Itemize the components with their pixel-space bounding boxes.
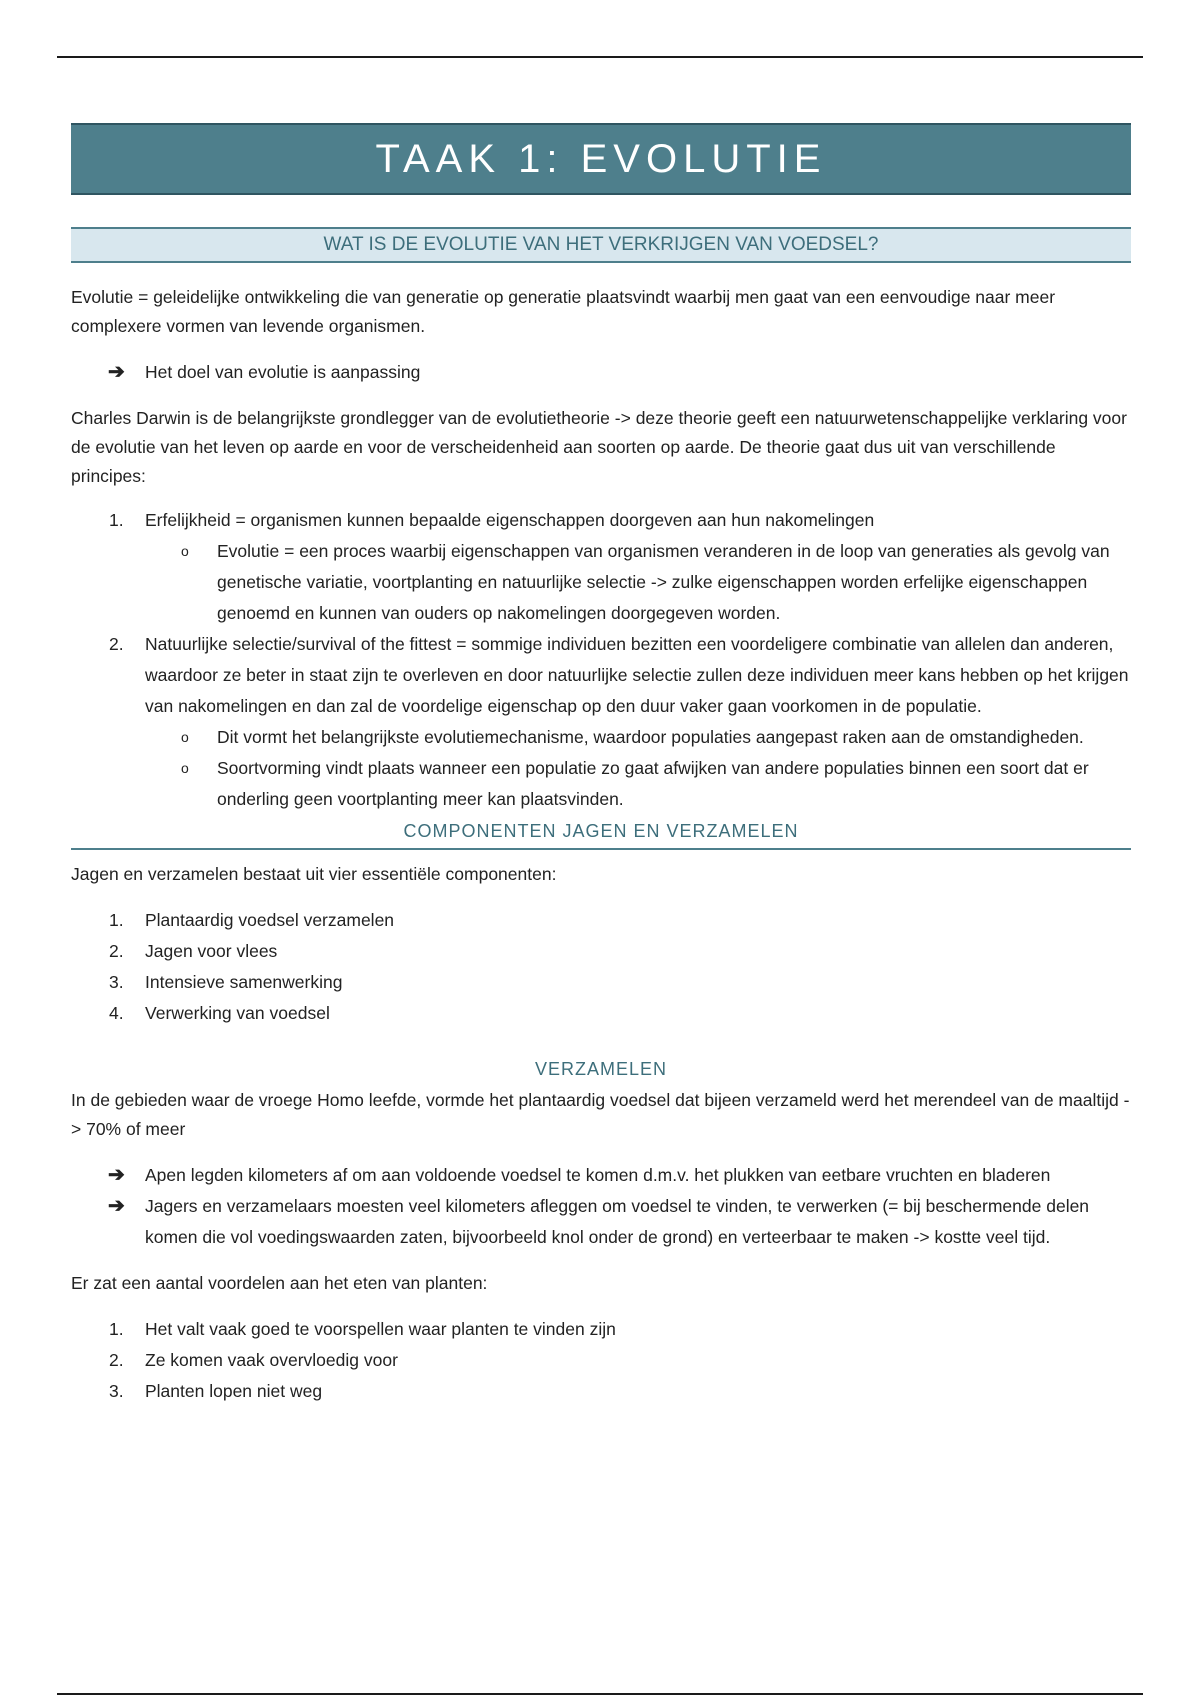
list-item-text: Jagen voor vlees (145, 941, 278, 961)
list-item (71, 629, 1131, 815)
arrow-item (71, 1191, 1131, 1253)
arrow-item-text: Het doel van evolutie is aanpassing (145, 362, 421, 382)
arrow-item-text: Apen legden kilometers af om aan voldoende voedsel te komen d.m.v. het plukken van eetbare vruchten en bladeren (145, 1165, 1051, 1185)
list-number: 2. (109, 634, 124, 654)
list-item (71, 1314, 1131, 1345)
list-number: 1. (109, 1319, 124, 1339)
list-number: 3. (109, 972, 124, 992)
arrow-right-icon: ➔ (108, 1164, 125, 1186)
components-list (71, 905, 1131, 1029)
list-number: 4. (109, 1003, 124, 1023)
list-item-text: Ze komen vaak overvloedig voor (145, 1350, 398, 1370)
list-item-text: Natuurlijke selectie/survival of the fittest = sommige individuen bezitten een voordeligere combinatie van allelen dan anderen, waardoor ze beter in staat zijn te overleven en door natuurlijke selectie zullen deze individuen meer kans hebben op het krijgen van nakomelingen en dan zal de voordelige eigenschap op den duur vaker gaan voorkomen in de populatie. (145, 634, 1129, 716)
top-rule (57, 56, 1143, 58)
page-title: TAAK 1: EVOLUTIE (71, 123, 1131, 195)
arrow-list (71, 357, 1131, 388)
principles-list (71, 505, 1131, 815)
arrow-right-icon: ➔ (108, 361, 125, 383)
list-item-text: Het valt vaak goed te voorspellen waar planten te vinden zijn (145, 1319, 616, 1339)
list-number: 1. (109, 910, 124, 930)
advantages-list (71, 1314, 1131, 1407)
sub-list-item (71, 753, 1131, 815)
list-item-text: Intensieve samenwerking (145, 972, 343, 992)
document-page (71, 123, 1131, 1407)
circle-bullet-icon: o (181, 760, 189, 776)
sub-list-item-text: Evolutie = een proces waarbij eigenschappen van organismen veranderen in de loop van generaties als gevolg van genetische variatie, voortplanting en natuurlijke selectie -> zulke eigenschappen worden erfelijke eigenschappen genoemd en kunnen van ouders op nakomelingen doorgegeven worden. (217, 541, 1110, 623)
list-item (71, 505, 1131, 629)
list-item-text: Verwerking van voedsel (145, 1003, 330, 1023)
sub-list (71, 722, 1131, 815)
sub-list (71, 536, 1131, 629)
section-heading-verzamelen: VERZAMELEN (534, 1059, 668, 1079)
list-number: 2. (109, 1350, 124, 1370)
sub-list-item (71, 722, 1131, 753)
section-heading-componenten: COMPONENTEN JAGEN EN VERZAMELEN (71, 821, 1131, 850)
advantages-intro: Er zat een aantal voordelen aan het eten van planten: (71, 1273, 488, 1293)
sub-list-item (71, 536, 1131, 629)
list-item (71, 967, 1131, 998)
arrow-item-text: Jagers en verzamelaars moesten veel kilometers afleggen om voedsel te vinden, te verwerken (= bij beschermende delen komen die vol voedingswaarden zaten, bijvoorbeeld knol onder de grond) en verteerbaar te maken -> kostte veel tijd. (145, 1196, 1090, 1247)
section-heading-evolutie: WAT IS DE EVOLUTIE VAN HET VERKRIJGEN VAN VOEDSEL? (71, 227, 1131, 263)
list-item (71, 936, 1131, 967)
sub-list-item-text: Soortvorming vindt plaats wanneer een populatie zo gaat afwijken van andere populaties binnen een soort dat er onderling geen voortplanting meer kan plaatsvinden. (217, 758, 1089, 809)
list-item (71, 1345, 1131, 1376)
list-item (71, 905, 1131, 936)
sub-list-item-text: Dit vormt het belangrijkste evolutiemechanisme, waardoor populaties aangepast raken aan de omstandigheden. (217, 727, 1084, 747)
arrow-right-icon: ➔ (108, 1195, 125, 1217)
list-item (71, 1376, 1131, 1407)
definition-paragraph: Evolutie = geleidelijke ontwikkeling die van generatie op generatie plaatsvindt waarbij men gaat van een eenvoudige naar meer complexere vormen van levende organismen. (71, 287, 1056, 336)
list-number: 2. (109, 941, 124, 961)
arrow-item (71, 1160, 1131, 1191)
arrow-item (71, 357, 1131, 388)
arrow-list (71, 1160, 1131, 1253)
list-item-text: Plantaardig voedsel verzamelen (145, 910, 395, 930)
list-item-text: Planten lopen niet weg (145, 1381, 323, 1401)
verzamelen-intro: In de gebieden waar de vroege Homo leefde, vormde het plantaardig voedsel dat bijeen verzameld werd het merendeel van de maaltijd -> 70% of meer (71, 1090, 1130, 1139)
list-number: 1. (109, 510, 124, 530)
circle-bullet-icon: o (181, 543, 189, 559)
list-number: 3. (109, 1381, 124, 1401)
list-item-text: Erfelijkheid = organismen kunnen bepaalde eigenschappen doorgeven aan hun nakomelingen (145, 510, 875, 530)
circle-bullet-icon: o (181, 729, 189, 745)
bottom-rule (57, 1693, 1143, 1695)
list-item (71, 998, 1131, 1029)
darwin-paragraph: Charles Darwin is de belangrijkste grondlegger van de evolutietheorie -> deze theorie geeft een natuurwetenschappelijke verklaring voor de evolutie van het leven op aarde en voor de verscheidenheid aan soorten op aarde. De theorie gaat dus uit van verschillende principes: (71, 408, 1127, 486)
components-intro: Jagen en verzamelen bestaat uit vier essentiële componenten: (71, 864, 557, 884)
